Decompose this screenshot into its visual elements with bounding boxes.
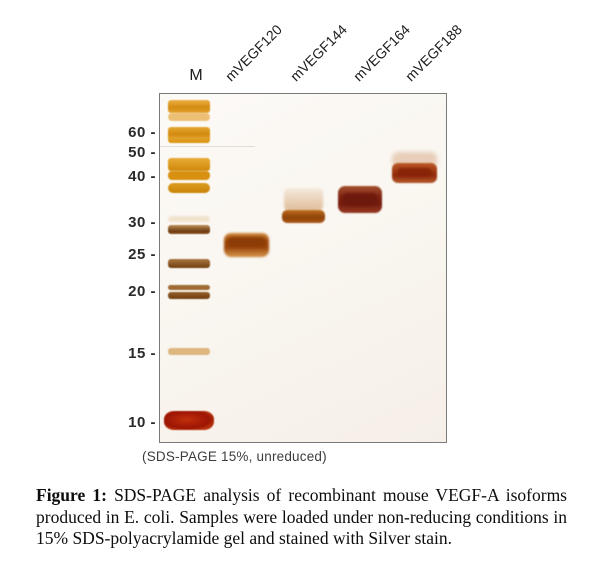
mw-tick: - (145, 168, 156, 185)
mw-value: 20 (128, 283, 146, 300)
lane-label-mvegf164: mVEGF164 (349, 21, 414, 85)
lane-label-marker: M (189, 67, 203, 84)
mw-value: 25 (128, 246, 146, 263)
marker-band-60kda (168, 127, 210, 143)
caption-line-3: 15% SDS-polyacrylamide gel and stained with Silver stain. (36, 528, 453, 548)
marker-band-25kda (168, 259, 210, 268)
marker-band-10kda (164, 411, 214, 430)
lane-label-mvegf144: mVEGF144 (286, 21, 351, 85)
mw-label-30 (104, 214, 156, 231)
marker-band-20kda-lower (168, 292, 210, 299)
marker-band-faint-smear (168, 216, 210, 222)
mw-value: 60 (128, 124, 146, 141)
figure-number-label: Figure 1: (36, 485, 107, 505)
mw-value: 30 (128, 214, 146, 231)
marker-band-top-cluster (168, 100, 210, 113)
lane-label-mvegf120: mVEGF120 (221, 21, 286, 85)
mw-tick: - (145, 124, 156, 141)
mw-value: 40 (128, 168, 146, 185)
marker-band-top-smear (168, 113, 210, 121)
caption-line-1-text: SDS-PAGE analysis of recombinant mouse VEGF-A isoforms (106, 485, 567, 505)
mw-label-15 (104, 345, 156, 362)
marker-band-15kda (168, 348, 210, 355)
mw-tick: - (145, 214, 156, 231)
mw-label-60 (104, 124, 156, 141)
marker-band-40kda (168, 183, 210, 193)
figure-caption (36, 485, 567, 550)
mw-tick: - (145, 414, 156, 431)
band-mvegf164-core (342, 193, 378, 206)
band-mvegf144 (282, 210, 325, 223)
mw-tick: - (145, 345, 156, 362)
mw-label-40 (104, 168, 156, 185)
gel-condition-note: (SDS-PAGE 15%, unreduced) (142, 449, 327, 464)
marker-band-45kda (168, 171, 210, 180)
mw-value: 15 (128, 345, 146, 362)
mw-value: 50 (128, 144, 146, 161)
marker-band-20kda-upper (168, 285, 210, 290)
mw-label-20 (104, 283, 156, 300)
band-mvegf120-core (227, 237, 266, 247)
gel-scratch-artifact (160, 146, 255, 147)
lane-label-mvegf188: mVEGF188 (401, 21, 466, 85)
caption-line-2: produced in E. coli. Samples were loaded under non-reducing conditions in (36, 506, 567, 527)
mw-label-50 (104, 144, 156, 161)
marker-band-50kda (168, 158, 210, 171)
mw-tick: - (145, 246, 156, 263)
mw-label-10 (104, 414, 156, 431)
mw-tick: - (145, 283, 156, 300)
mw-label-25 (104, 246, 156, 263)
caption-line-1 (36, 485, 567, 507)
mw-value: 10 (128, 414, 146, 431)
mw-tick: - (145, 144, 156, 161)
gel-image (159, 93, 447, 443)
marker-band-30kda (168, 225, 210, 234)
band-mvegf188-core (397, 168, 432, 177)
band-mvegf144-smear (284, 188, 323, 211)
